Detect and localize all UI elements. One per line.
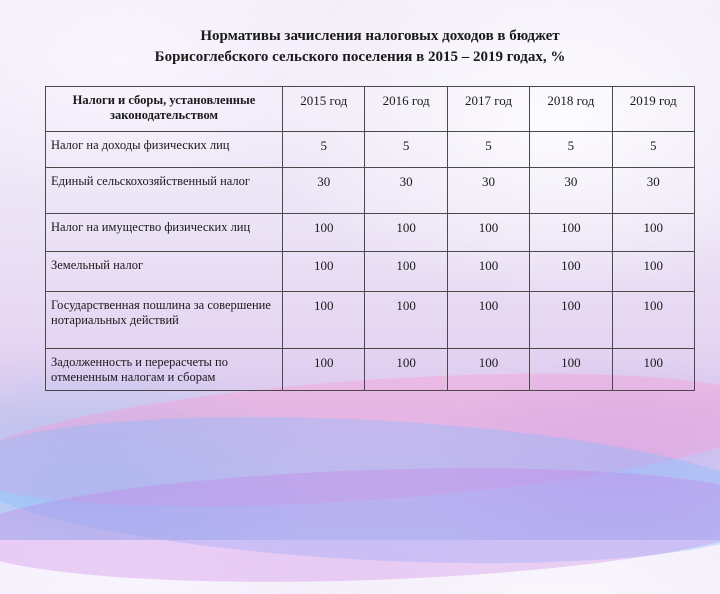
value-cell: 5 [365,132,447,168]
header-year-2015: 2015 год [283,87,365,132]
value-cell: 100 [283,349,365,391]
table-row [46,132,695,168]
value-cell: 100 [447,252,529,292]
value-cell: 100 [365,349,447,391]
value-cell: 100 [530,349,612,391]
slide-title-line-1: Нормативы зачисления налоговых доходов в бюджет [200,28,560,44]
value-cell: 100 [365,252,447,292]
table-row [46,168,695,214]
value-cell: 100 [530,214,612,252]
value-cell: 30 [365,168,447,214]
tax-name-cell: Налог на доходы физических лиц [46,132,283,168]
table-header-row [46,87,695,132]
value-cell: 100 [530,292,612,349]
value-cell: 5 [530,132,612,168]
value-cell: 5 [447,132,529,168]
header-year-2016: 2016 год [365,87,447,132]
table-row [46,292,695,349]
value-cell: 100 [612,252,694,292]
background-wave [0,456,720,594]
table-row [46,252,695,292]
value-cell: 30 [530,168,612,214]
value-cell: 100 [612,349,694,391]
value-cell: 100 [612,214,694,252]
value-cell: 100 [447,349,529,391]
value-cell: 100 [283,214,365,252]
tax-norms-table [45,86,695,391]
header-year-2019: 2019 год [612,87,694,132]
tax-name-cell: Государственная пошлина за совершение нотариальных действий [46,292,283,349]
background-wave [0,399,720,582]
header-taxes: Налоги и сборы, установленные законодательством [46,87,283,132]
tax-name-cell: Единый сельскохозяйственный налог [46,168,283,214]
value-cell: 30 [447,168,529,214]
value-cell: 30 [283,168,365,214]
value-cell: 100 [612,292,694,349]
value-cell: 5 [612,132,694,168]
value-cell: 100 [447,214,529,252]
slide-title-line-2: Борисоглебского сельского поселения в 2015 – 2019 годах, % [154,49,566,65]
value-cell: 100 [283,252,365,292]
header-year-2017: 2017 год [447,87,529,132]
table-row [46,349,695,391]
slide-title [60,26,660,68]
tax-name-cell: Задолженность и перерасчеты по отмененным налогам и сборам [46,349,283,391]
tax-name-cell: Налог на имущество физических лиц [46,214,283,252]
value-cell: 30 [612,168,694,214]
value-cell: 5 [283,132,365,168]
table-row [46,214,695,252]
value-cell: 100 [283,292,365,349]
value-cell: 100 [530,252,612,292]
tax-name-cell: Земельный налог [46,252,283,292]
header-year-2018: 2018 год [530,87,612,132]
value-cell: 100 [365,292,447,349]
value-cell: 100 [447,292,529,349]
value-cell: 100 [365,214,447,252]
